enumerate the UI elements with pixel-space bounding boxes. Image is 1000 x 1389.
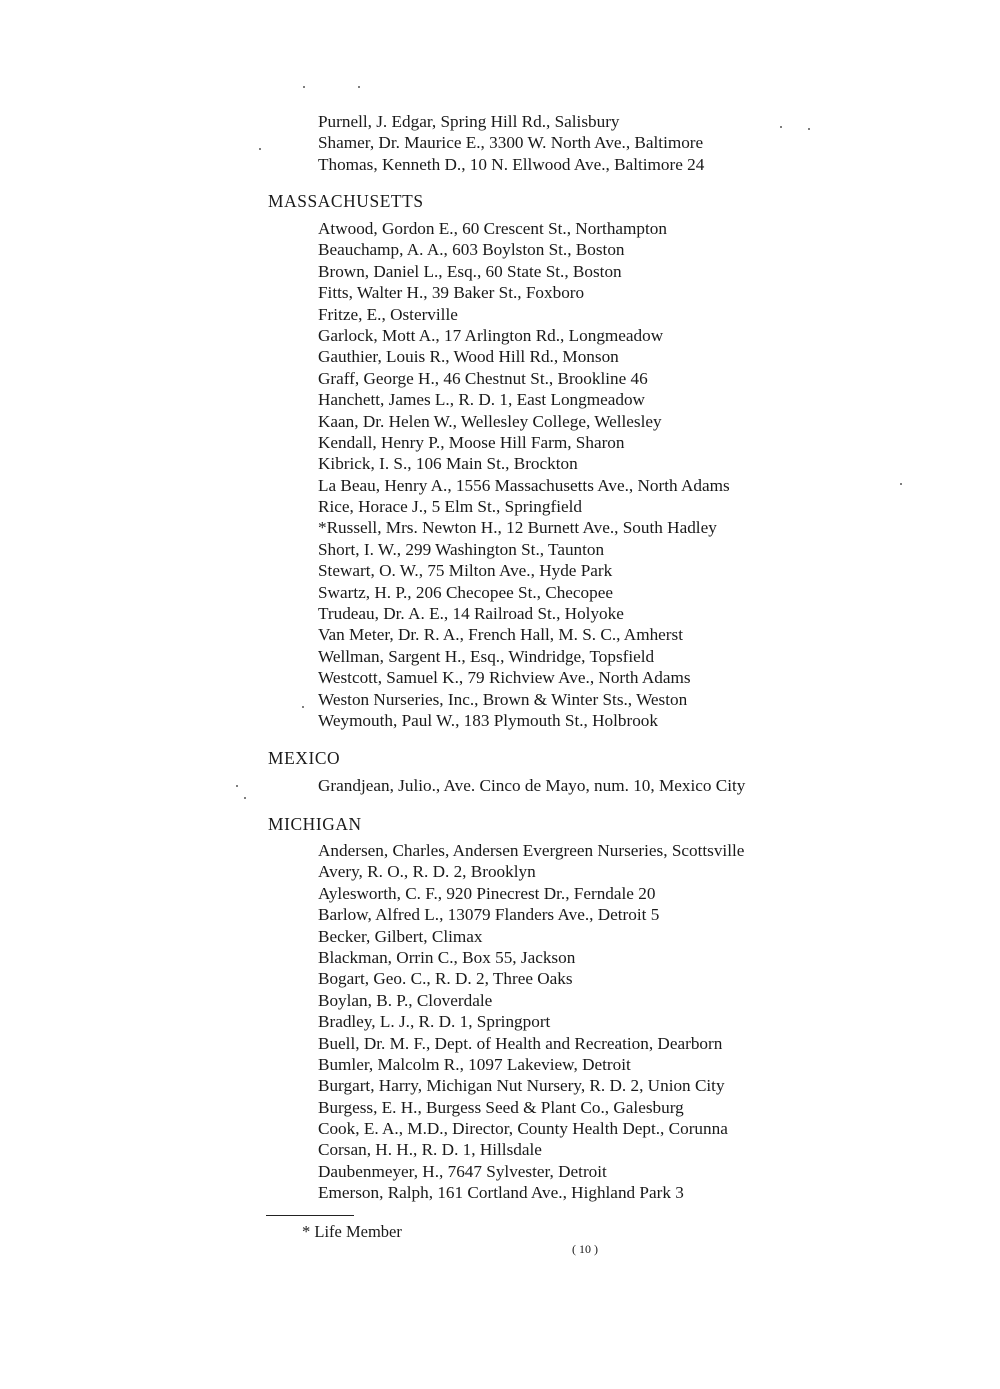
list-item: Graff, George H., 46 Chestnut St., Brookline 46	[318, 368, 648, 388]
list-item: Emerson, Ralph, 161 Cortland Ave., Highland Park 3	[318, 1183, 684, 1203]
section-heading-mexico: MEXICO	[268, 748, 341, 768]
list-item: Burgart, Harry, Michigan Nut Nursery, R. D. 2, Union City	[318, 1076, 725, 1096]
list-item: Rice, Horace J., 5 Elm St., Springfield	[318, 497, 582, 517]
list-item: Brown, Daniel L., Esq., 60 State St., Boston	[318, 261, 622, 281]
footnote-divider	[266, 1215, 354, 1216]
scan-speck	[236, 785, 238, 787]
list-item: Corsan, H. H., R. D. 1, Hillsdale	[318, 1140, 542, 1160]
list-item: Kendall, Henry P., Moose Hill Farm, Sharon	[318, 432, 625, 452]
list-item: Trudeau, Dr. A. E., 14 Railroad St., Holyoke	[318, 604, 624, 624]
list-item: Kaan, Dr. Helen W., Wellesley College, Wellesley	[318, 411, 662, 431]
list-item: Daubenmeyer, H., 7647 Sylvester, Detroit	[318, 1161, 607, 1181]
list-item: Swartz, H. P., 206 Checopee St., Checopee	[318, 582, 613, 602]
list-item: Shamer, Dr. Maurice E., 3300 W. North Ave., Baltimore	[318, 133, 704, 153]
section-heading-massachusetts: MASSACHUSETTS	[268, 191, 424, 211]
maryland-continued-list	[318, 111, 704, 175]
section-heading-michigan: MICHIGAN	[268, 814, 362, 834]
list-item: Short, I. W., 299 Washington St., Taunton	[318, 539, 605, 559]
list-item: Wellman, Sargent H., Esq., Windridge, Topsfield	[318, 646, 655, 666]
list-item: Purnell, J. Edgar, Spring Hill Rd., Salisbury	[318, 112, 620, 131]
list-item: Bradley, L. J., R. D. 1, Springport	[318, 1012, 551, 1032]
list-item: Bogart, Geo. C., R. D. 2, Three Oaks	[318, 969, 573, 989]
list-item: Westcott, Samuel K., 79 Richview Ave., North Adams	[318, 668, 691, 688]
list-item: Barlow, Alfred L., 13079 Flanders Ave., Detroit 5	[318, 905, 660, 925]
list-item: Blackman, Orrin C., Box 55, Jackson	[318, 947, 576, 967]
list-item: Atwood, Gordon E., 60 Crescent St., Northampton	[318, 219, 667, 238]
list-item: Gauthier, Louis R., Wood Hill Rd., Monson	[318, 347, 619, 367]
list-item: *Russell, Mrs. Newton H., 12 Burnett Ave., South Hadley	[318, 518, 717, 538]
mexico-list	[318, 775, 745, 796]
list-item: Burgess, E. H., Burgess Seed & Plant Co., Galesburg	[318, 1097, 684, 1117]
list-item: Stewart, O. W., 75 Milton Ave., Hyde Park	[318, 561, 613, 581]
list-item: Beauchamp, A. A., 603 Boylston St., Boston	[318, 240, 625, 260]
list-item: Weston Nurseries, Inc., Brown & Winter Sts., Weston	[318, 689, 688, 709]
list-item: Bumler, Malcolm R., 1097 Lakeview, Detroit	[318, 1054, 631, 1074]
list-item: Van Meter, Dr. R. A., French Hall, M. S. C., Amherst	[318, 625, 683, 645]
scan-speck	[303, 86, 305, 88]
list-item: Becker, Gilbert, Climax	[318, 926, 483, 946]
list-item: Kibrick, I. S., 106 Main St., Brockton	[318, 454, 578, 474]
scan-speck	[780, 126, 782, 128]
list-item: La Beau, Henry A., 1556 Massachusetts Ave., North Adams	[318, 475, 730, 495]
list-item: Andersen, Charles, Andersen Evergreen Nurseries, Scottsville	[318, 841, 745, 860]
list-item: Boylan, B. P., Cloverdale	[318, 990, 493, 1010]
scan-speck	[244, 797, 246, 799]
scan-speck	[808, 128, 810, 130]
list-item: Fritze, E., Osterville	[318, 304, 458, 324]
scan-speck	[302, 706, 304, 708]
scan-speck	[358, 86, 360, 88]
list-item: Thomas, Kenneth D., 10 N. Ellwood Ave., Baltimore 24	[318, 154, 705, 174]
list-item: Hanchett, James L., R. D. 1, East Longmeadow	[318, 390, 645, 410]
list-item: Buell, Dr. M. F., Dept. of Health and Recreation, Dearborn	[318, 1033, 723, 1053]
list-item: Grandjean, Julio., Ave. Cinco de Mayo, num. 10, Mexico City	[318, 776, 746, 795]
michigan-list	[318, 840, 744, 1204]
list-item: Avery, R. O., R. D. 2, Brooklyn	[318, 862, 536, 882]
list-item: Weymouth, Paul W., 183 Plymouth St., Holbrook	[318, 710, 658, 730]
scan-speck	[259, 148, 261, 150]
list-item: Cook, E. A., M.D., Director, County Health Dept., Corunna	[318, 1119, 728, 1139]
scan-speck	[900, 483, 902, 485]
list-item: Fitts, Walter H., 39 Baker St., Foxboro	[318, 283, 585, 303]
list-item: Garlock, Mott A., 17 Arlington Rd., Longmeadow	[318, 325, 664, 345]
footnote-life-member: * Life Member	[302, 1222, 402, 1241]
page-number: ( 10 )	[572, 1242, 598, 1256]
massachusetts-list	[318, 218, 730, 731]
list-item: Aylesworth, C. F., 920 Pinecrest Dr., Ferndale 20	[318, 883, 656, 903]
